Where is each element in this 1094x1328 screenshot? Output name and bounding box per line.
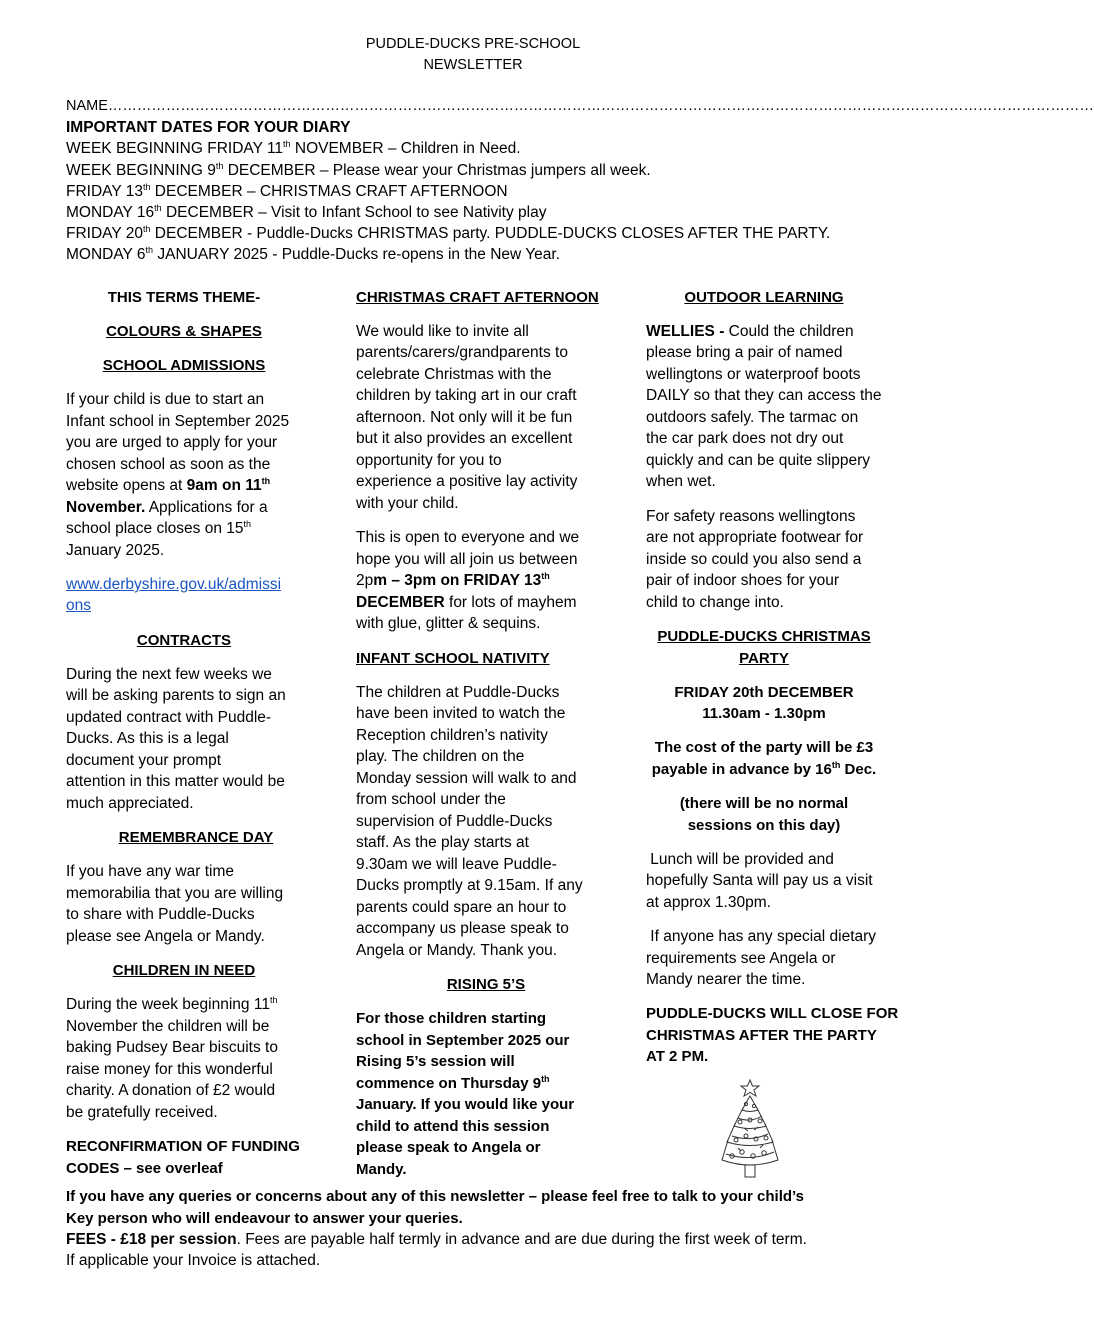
nativity-text: supervision of Puddle-Ducks bbox=[356, 813, 553, 830]
fees-note: FEES - £18 per session. Fees are payable half termly in advance and are due during the first week of term. bbox=[66, 1231, 807, 1248]
wellies-text: DAILY so that they can access the bbox=[646, 387, 882, 404]
nativity-text: parents could spare an hour to bbox=[356, 899, 567, 916]
children-in-need-text: During the week beginning 11th bbox=[66, 995, 278, 1013]
newsletter-subtitle: NEWSLETTER bbox=[423, 57, 523, 73]
wellies-text: WELLIES - Could the children bbox=[646, 323, 854, 340]
no-session-note: (there will be no normal bbox=[679, 795, 849, 812]
queries-note: Key person who will endeavour to answer your queries. bbox=[66, 1210, 463, 1227]
craft-text: We would like to invite all bbox=[356, 323, 529, 340]
rising-text: Rising 5’s session will bbox=[356, 1053, 515, 1070]
nativity-text: Ducks promptly at 9.15am. If any bbox=[356, 877, 583, 894]
wellies-text: please bring a pair of named bbox=[646, 344, 843, 361]
craft-heading: CHRISTMAS CRAFT AFTERNOON bbox=[356, 289, 599, 306]
nativity-text: have been invited to watch the bbox=[356, 705, 566, 722]
craft-open-text: with glue, glitter & sequins. bbox=[356, 615, 541, 632]
lunch-text: at approx 1.30pm. bbox=[646, 894, 771, 911]
outdoor-heading: OUTDOOR LEARNING bbox=[684, 289, 844, 306]
date-item: MONDAY 6th JANUARY 2025 - Puddle-Ducks re-opens in the New Year. bbox=[66, 245, 561, 263]
children-in-need-text: raise money for this wonderful bbox=[66, 1061, 273, 1078]
wellies-text: wellingtons or waterproof boots bbox=[646, 366, 861, 383]
admissions-link[interactable]: ons bbox=[66, 597, 91, 614]
craft-open-text: This is open to everyone and we bbox=[356, 529, 580, 546]
wellies-text: quickly and can be quite slippery bbox=[646, 452, 871, 469]
craft-text: children by taking art in our craft bbox=[356, 387, 577, 404]
closing-note: AT 2 PM. bbox=[646, 1048, 709, 1065]
craft-text: afternoon. Not only will it be fun bbox=[356, 409, 573, 426]
children-in-need-text: November the children will be bbox=[66, 1018, 270, 1035]
nativity-text: The children at Puddle-Ducks bbox=[356, 684, 560, 701]
nativity-text: accompany us please speak to bbox=[356, 920, 569, 937]
craft-open-text: hope you will all join us between bbox=[356, 551, 578, 568]
contracts-text: Ducks. As this is a legal bbox=[66, 730, 229, 747]
craft-open-text: DECEMBER for lots of mayhem bbox=[356, 594, 577, 611]
rising-text: For those children starting bbox=[356, 1010, 547, 1027]
newsletter-title: PUDDLE-DUCKS PRE-SCHOOL bbox=[365, 36, 581, 52]
rising-text: commence on Thursday 9th bbox=[356, 1074, 550, 1092]
children-in-need-text: charity. A donation of £2 would bbox=[66, 1082, 276, 1099]
craft-text: but it also provides an excellent bbox=[356, 430, 573, 447]
craft-text: opportunity for you to bbox=[356, 452, 502, 469]
lunch-text: Lunch will be provided and bbox=[646, 851, 834, 868]
safety-text: inside so could you also send a bbox=[646, 551, 862, 568]
admissions-text: November. Applications for a bbox=[66, 499, 268, 516]
theme-heading: THIS TERMS THEME- bbox=[107, 289, 261, 306]
craft-text: celebrate Christmas with the bbox=[356, 366, 552, 383]
admissions-text: school place closes on 15th bbox=[66, 519, 252, 537]
date-item: MONDAY 16th DECEMBER – Visit to Infant School to see Nativity play bbox=[66, 203, 547, 221]
remembrance-text: If you have any war time bbox=[66, 863, 234, 880]
nativity-text: Monday session will walk to and bbox=[356, 770, 577, 787]
remembrance-text: to share with Puddle-Ducks bbox=[66, 906, 255, 923]
safety-text: child to change into. bbox=[646, 594, 784, 611]
admissions-text: Infant school in September 2025 bbox=[66, 413, 290, 430]
nativity-text: Reception children’s nativity bbox=[356, 727, 548, 744]
invoice-note: If applicable your Invoice is attached. bbox=[66, 1252, 321, 1269]
safety-text: are not appropriate footwear for bbox=[646, 529, 864, 546]
nativity-text: 9.30am we will leave Puddle- bbox=[356, 856, 557, 873]
diet-text: requirements see Angela or bbox=[646, 950, 836, 967]
diet-text: Mandy nearer the time. bbox=[646, 971, 806, 988]
remembrance-text: memorabilia that you are willing bbox=[66, 885, 284, 902]
craft-text: parents/carers/grandparents to bbox=[356, 344, 568, 361]
contracts-text: attention in this matter would be bbox=[66, 773, 285, 790]
rising-text: child to attend this session bbox=[356, 1118, 550, 1135]
funding-note: RECONFIRMATION OF FUNDING bbox=[66, 1138, 300, 1155]
date-item: FRIDAY 20th DECEMBER - Puddle-Ducks CHRISTMAS party. PUDDLE-DUCKS CLOSES AFTER THE PARTY. bbox=[66, 224, 831, 242]
children-in-need-text: baking Pudsey Bear biscuits to bbox=[66, 1039, 278, 1056]
remembrance-text: please see Angela or Mandy. bbox=[66, 928, 265, 945]
admissions-text: website opens at 9am on 11th bbox=[66, 476, 271, 494]
rising-text: school in September 2025 our bbox=[356, 1032, 570, 1049]
nativity-text: play. The children on the bbox=[356, 748, 525, 765]
date-item: FRIDAY 13th DECEMBER – CHRISTMAS CRAFT AFTERNOON bbox=[66, 182, 508, 200]
christmas-tree-icon bbox=[720, 1078, 780, 1180]
contracts-text: updated contract with Puddle- bbox=[66, 709, 272, 726]
contracts-text: much appreciated. bbox=[66, 795, 194, 812]
admissions-heading: SCHOOL ADMISSIONS bbox=[102, 357, 266, 374]
nativity-text: Angela or Mandy. Thank you. bbox=[356, 942, 558, 959]
children-in-need-text: be gratefully received. bbox=[66, 1104, 218, 1121]
craft-text: experience a positive lay activity bbox=[356, 473, 578, 490]
contracts-text: document your prompt bbox=[66, 752, 222, 769]
admissions-link[interactable]: www.derbyshire.gov.uk/admissi bbox=[66, 576, 282, 593]
rising-heading: RISING 5’S bbox=[446, 976, 526, 993]
party-heading: PARTY bbox=[739, 650, 789, 667]
no-session-note: sessions on this day) bbox=[687, 817, 841, 834]
nativity-text: staff. As the play starts at bbox=[356, 834, 529, 851]
dates-heading: IMPORTANT DATES FOR YOUR DIARY bbox=[66, 119, 351, 136]
wellies-text: outdoors safely. The tarmac on bbox=[646, 409, 859, 426]
closing-note: PUDDLE-DUCKS WILL CLOSE FOR bbox=[646, 1005, 899, 1022]
craft-text: with your child. bbox=[356, 495, 459, 512]
remembrance-heading: REMEMBRANCE DAY bbox=[118, 829, 274, 846]
contracts-heading: CONTRACTS bbox=[136, 632, 232, 649]
funding-note: CODES – see overleaf bbox=[66, 1160, 223, 1177]
rising-text: please speak to Angela or bbox=[356, 1139, 541, 1156]
rising-text: Mandy. bbox=[356, 1161, 407, 1178]
nativity-heading: INFANT SCHOOL NATIVITY bbox=[356, 650, 550, 667]
party-date: FRIDAY 20th DECEMBER bbox=[674, 684, 854, 701]
lunch-text: hopefully Santa will pay us a visit bbox=[646, 872, 873, 889]
admissions-text: January 2025. bbox=[66, 542, 165, 559]
party-time: 11.30am - 1.30pm bbox=[702, 705, 826, 722]
admissions-text: chosen school as soon as the bbox=[66, 456, 271, 473]
nativity-text: from school under the bbox=[356, 791, 506, 808]
party-cost: payable in advance by 16th Dec. bbox=[651, 760, 877, 778]
diet-text: If anyone has any special dietary bbox=[646, 928, 877, 945]
queries-note: If you have any queries or concerns about any of this newsletter – please feel free to talk to your child’s bbox=[66, 1188, 804, 1205]
contracts-text: will be asking parents to sign an bbox=[66, 687, 286, 704]
children-in-need-heading: CHILDREN IN NEED bbox=[112, 962, 256, 979]
wellies-text: the car park does not dry out bbox=[646, 430, 844, 447]
safety-text: For safety reasons wellingtons bbox=[646, 508, 856, 525]
safety-text: pair of indoor shoes for your bbox=[646, 572, 839, 589]
wellies-text: when wet. bbox=[646, 473, 716, 490]
party-heading: PUDDLE-DUCKS CHRISTMAS bbox=[657, 628, 871, 645]
rising-text: January. If you would like your bbox=[356, 1096, 575, 1113]
party-cost: The cost of the party will be £3 bbox=[654, 739, 874, 756]
date-item: WEEK BEGINNING FRIDAY 11th NOVEMBER – Children in Need. bbox=[66, 139, 521, 157]
closing-note: CHRISTMAS AFTER THE PARTY bbox=[646, 1027, 877, 1044]
admissions-text: you are urged to apply for your bbox=[66, 434, 278, 451]
admissions-text: If your child is due to start an bbox=[66, 391, 265, 408]
date-item: WEEK BEGINNING 9th DECEMBER – Please wear your Christmas jumpers all week. bbox=[66, 161, 651, 179]
contracts-text: During the next few weeks we bbox=[66, 666, 272, 683]
craft-open-text: 2pm – 3pm on FRIDAY 13th bbox=[356, 571, 550, 589]
name-line: NAME…………………………………………………………………………………………………………………………………………………………………………………… bbox=[66, 98, 1094, 114]
theme-value: COLOURS & SHAPES bbox=[106, 323, 262, 340]
